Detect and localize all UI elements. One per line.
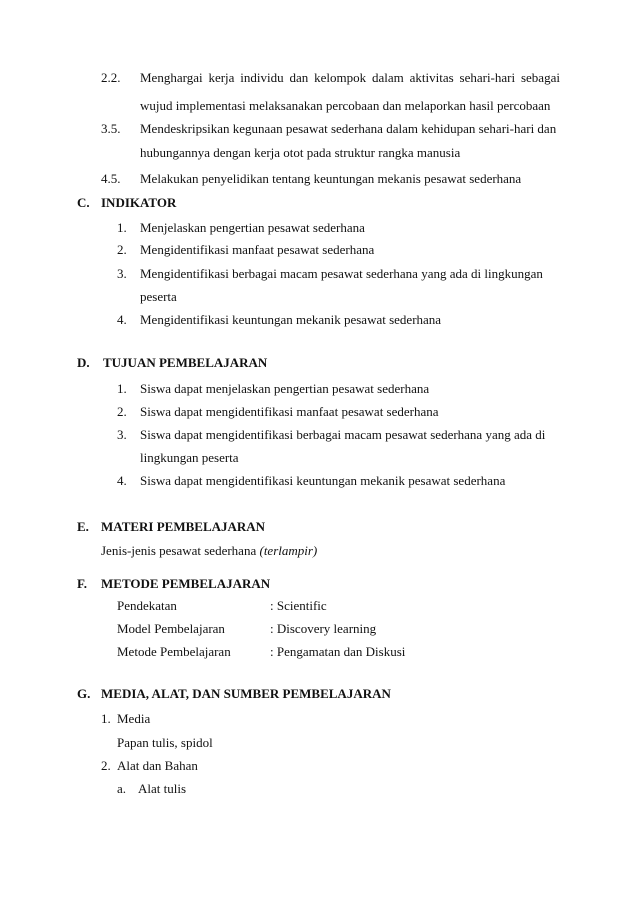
- list-item: Siswa dapat mengidentifikasi manfaat pesawat sederhana: [140, 404, 439, 419]
- competency-text: Melakukan penyelidikan tentang keuntungan mekanis pesawat sederhana: [140, 171, 522, 186]
- list-item-detail: Papan tulis, spidol: [117, 735, 213, 750]
- method-label: Metode Pembelajaran: [117, 644, 231, 659]
- competency-continuation: hubungannya dengan kerja otot pada struktur rangka manusia: [140, 145, 461, 160]
- method-label: Model Pembelajaran: [117, 621, 225, 636]
- list-item: Siswa dapat mengidentifikasi keuntungan mekanik pesawat sederhana: [140, 473, 506, 488]
- section-letter: E.: [77, 519, 89, 534]
- competency-number: 2.2.: [101, 70, 121, 85]
- list-number: 2.: [117, 242, 127, 257]
- competency-text: [140, 70, 560, 86]
- word: sebagai: [520, 70, 560, 85]
- list-item: Mengidentifikasi berbagai macam pesawat sederhana yang ada di lingkungan: [140, 266, 543, 281]
- list-number: 2.: [117, 404, 127, 419]
- method-value: : Discovery learning: [270, 621, 377, 636]
- list-item-continuation: lingkungan peserta: [140, 450, 239, 465]
- competency-continuation: wujud implementasi melaksanakan percobaan dan melaporkan hasil percobaan: [140, 98, 551, 113]
- material-text: [101, 543, 317, 559]
- method-value: : Scientific: [270, 598, 327, 613]
- list-item: Siswa dapat mengidentifikasi berbagai macam pesawat sederhana yang ada di: [140, 427, 546, 442]
- list-item-continuation: peserta: [140, 289, 177, 304]
- list-number: 4.: [117, 473, 127, 488]
- list-number: 1.: [101, 711, 111, 726]
- list-item: Alat dan Bahan: [117, 758, 198, 773]
- sub-list-letter: a.: [117, 781, 127, 796]
- sub-list-item: Alat tulis: [138, 781, 187, 796]
- list-number: 3.: [117, 427, 127, 442]
- method-value: : Pengamatan dan Diskusi: [270, 644, 406, 659]
- section-title: METODE PEMBELAJARAN: [101, 576, 271, 591]
- section-letter: G.: [77, 686, 91, 701]
- section-title: INDIKATOR: [101, 195, 177, 210]
- competency-number: 3.5.: [101, 121, 121, 136]
- section-letter: F.: [77, 576, 87, 591]
- section-title: MEDIA, ALAT, DAN SUMBER PEMBELAJARAN: [101, 686, 391, 701]
- competency-text: Mendeskripsikan kegunaan pesawat sederhana dalam kehidupan sehari-hari dan: [140, 121, 557, 136]
- list-item: Menjelaskan pengertian pesawat sederhana: [140, 220, 365, 235]
- list-item: Media: [117, 711, 151, 726]
- method-label: Pendekatan: [117, 598, 177, 613]
- word: sehari-hari: [459, 70, 516, 85]
- section-title: MATERI PEMBELAJARAN: [101, 519, 266, 534]
- word: kerja: [208, 70, 235, 85]
- word: dalam: [371, 70, 404, 85]
- section-letter: D.: [77, 355, 90, 370]
- material-name: Jenis-jenis pesawat sederhana: [101, 543, 257, 558]
- section-letter: C.: [77, 195, 90, 210]
- material-note: (terlampir): [259, 543, 318, 558]
- competency-number: 4.5.: [101, 171, 121, 186]
- list-item: Mengidentifikasi keuntungan mekanik pesawat sederhana: [140, 312, 442, 327]
- word: individu: [240, 70, 284, 85]
- list-item: Siswa dapat menjelaskan pengertian pesawat sederhana: [140, 381, 430, 396]
- section-title: TUJUAN PEMBELAJARAN: [103, 355, 268, 370]
- list-number: 4.: [117, 312, 127, 327]
- word: Menghargai: [140, 70, 203, 85]
- list-number: 1.: [117, 220, 127, 235]
- word: dan: [289, 70, 309, 85]
- word: aktivitas: [409, 70, 454, 85]
- list-item: Mengidentifikasi manfaat pesawat sederhana: [140, 242, 375, 257]
- list-number: 3.: [117, 266, 127, 281]
- list-number: 2.: [101, 758, 111, 773]
- list-number: 1.: [117, 381, 127, 396]
- word: kelompok: [314, 70, 367, 85]
